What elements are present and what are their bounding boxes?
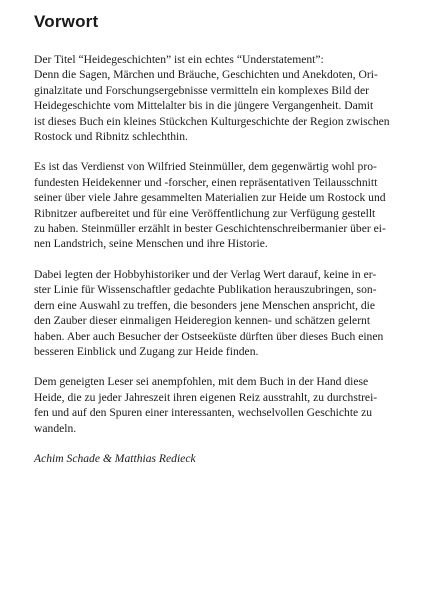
text-line: Rostock und Ribnitz schlechthin. [34, 130, 188, 144]
text-line: wandeln. [34, 421, 77, 435]
text-line: Heidegeschichte vom Mittelalter bis in die jüngere Vergangenheit. Damit [34, 99, 374, 113]
text-line: fen und auf den Spuren einer interessanten, wechselvollen Geschichte zu [34, 406, 373, 420]
text-line: den Zauber dieser einmaligen Heideregion kennen- und schätzen gelernt [34, 314, 371, 328]
text-line: haben. Aber auch Besucher der Ostseeküste dürften über dieses Buch einen [34, 329, 384, 343]
text-line: ster Linie für Wissenschaftler gedachte Publikation herauszubringen, son- [34, 283, 377, 297]
author-signature: Achim Schade & Matthias Redieck [34, 451, 196, 465]
text-line: Dabei legten der Hobbyhistoriker und der Verlag Wert darauf, keine in er- [34, 267, 377, 281]
text-line: seiner über viele Jahre gesammelten Materialien zur Heide um Rostock und [34, 191, 386, 205]
text-line: ginalzitate und Forschungsergebnisse vermitteln ein komplexes Bild der [34, 83, 369, 97]
paragraph [34, 267, 402, 359]
paragraph [34, 159, 402, 251]
text-line: Dem geneigten Leser sei anempfohlen, mit dem Buch in der Hand diese [34, 375, 369, 389]
text-line: besseren Einblick und Zugang zur Heide finden. [34, 344, 259, 358]
text-line: dern eine Auswahl zu treffen, die besonders jene Menschen anspricht, die [34, 298, 376, 312]
text-line: Der Titel “Heidegeschichten” ist ein echtes “Understatement”: [34, 53, 324, 66]
text-line: Denn die Sagen, Märchen und Bräuche, Geschichten und Anekdoten, Ori- [34, 68, 378, 82]
paragraph [34, 52, 402, 144]
text-line: nen Landstrich, seine Menschen und ihre Historie. [34, 237, 268, 251]
text-line: Es ist das Verdienst von Wilfried Steinmüller, dem gegenwärtig wohl pro- [34, 160, 377, 174]
text-line: Ribnitzer aufbereitet und für eine Veröffentlichung zur Verfügung gestellt [34, 206, 376, 220]
page-heading: Vorwort [34, 12, 99, 31]
text-line: ist dieses Buch ein kleines Stückchen Kulturgeschichte der Region zwischen [34, 114, 390, 128]
text-line: Heide, die zu jeder Jahreszeit ihren eigenen Reiz ausstrahlt, zu durchstrei- [34, 390, 378, 404]
paragraph [34, 374, 402, 436]
text-line: zu haben. Steinmüller erzählt in bester Geschichtenschreibermanier über ei- [34, 222, 386, 236]
foreword-body [34, 52, 402, 466]
text-line: fundesten Heidekenner und -forscher, einen repräsentativen Teilausschnitt [34, 175, 378, 189]
